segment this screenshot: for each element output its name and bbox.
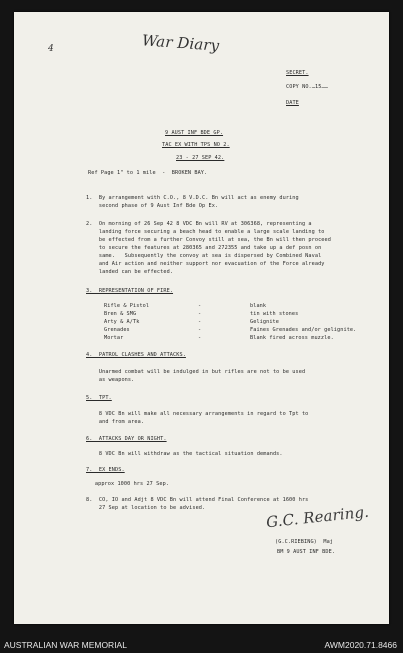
margin-mark: 4 xyxy=(48,44,54,54)
paragraph-line: 27 Sep at location to be advised. xyxy=(86,505,206,511)
paragraph-line: landing force securing a beach head to enable a large scale landing to xyxy=(86,229,325,235)
paragraph-line: and Air action and neither support nor evacuation of the Force already xyxy=(86,261,325,267)
fire-dash: - xyxy=(198,327,202,333)
copy-number: COPY NO.…15…… xyxy=(286,84,328,90)
archive-footer xyxy=(0,636,403,653)
paragraph-line: approx 1000 hrs 27 Sep. xyxy=(82,481,170,487)
paragraph-heading: 7. EX ENDS. xyxy=(86,467,125,473)
paragraph-line: landed can be effected. xyxy=(86,269,174,275)
fire-dash: - xyxy=(198,311,202,317)
paragraph-heading: 3. REPRESENTATION OF FIRE. xyxy=(86,288,174,294)
fire-dash: - xyxy=(198,335,202,341)
fire-dash: - xyxy=(198,319,202,325)
paragraph-line: 8 VDC Bn will withdraw as the tactical situation demands. xyxy=(86,451,283,457)
paragraph-line: be effected from a further Convoy still at sea, the Bn will then proceed xyxy=(86,237,331,243)
fire-representation: tin with stones xyxy=(250,311,299,317)
fire-representation: Faines Grenades and/or gelignite. xyxy=(250,327,357,333)
fire-representation: Blank fired across muzzle. xyxy=(250,335,334,341)
paragraph-line: and from area. xyxy=(86,419,145,425)
paragraph-line: Unarmed combat will be indulged in but rifles are not to be used xyxy=(86,369,306,375)
doc-title-dates: 23 - 27 SEP 42. xyxy=(176,155,225,161)
paragraph-line: 2. On morning of 26 Sep 42 8 VDC Bn will RV at 306368, representing a xyxy=(86,221,312,227)
fire-dash: - xyxy=(198,303,202,309)
fire-item: Mortar xyxy=(104,335,124,341)
paragraph-line: as weapons. xyxy=(86,377,135,383)
map-reference: Ref Page 1" to 1 mile - BROKEN BAY. xyxy=(88,170,208,176)
doc-title-unit: 9 AUST INF BDE GP. xyxy=(165,130,224,136)
fire-item: Arty & A/Tk xyxy=(104,319,140,325)
signature-scrawl: G.C. Rearing. xyxy=(265,502,370,532)
fire-item: Bren & SMG xyxy=(104,311,137,317)
archive-name: AUSTRALIAN WAR MEMORIAL xyxy=(4,640,127,650)
secret-label: SECRET. xyxy=(286,70,309,76)
fire-representation: blank xyxy=(250,303,267,309)
date-label: DATE xyxy=(286,100,299,106)
signatory-name: (G.C.RIEBING) Maj xyxy=(275,539,334,545)
paragraph-heading: 6. ATTACKS DAY OR NIGHT. xyxy=(86,436,167,442)
signatory-title: BM 9 AUST INF BDE. xyxy=(277,549,336,555)
handwritten-title: War Diary xyxy=(141,31,220,55)
doc-title-exercise: TAC EX WITH TPS NO 2. xyxy=(162,142,230,148)
fire-item: Grenades xyxy=(104,327,130,333)
fire-item: Rifle & Pistol xyxy=(104,303,150,309)
paragraph-line: 8 VDC Bn will make all necessary arrangements in regard to Tpt to xyxy=(86,411,309,417)
paragraph-line: same. Subsequently the convoy at sea is dispersed by Combined Naval xyxy=(86,253,322,259)
paragraph-heading: 4. PATROL CLASHES AND ATTACKS. xyxy=(86,352,186,358)
paragraph-line: 1. By arrangement with C.O., 8 V.D.C. Bn will act as enemy during xyxy=(86,195,299,201)
paragraph-line: to secure the features at 280365 and 272355 and take up a def posn on xyxy=(86,245,322,251)
paragraph-line: second phase of 9 Aust Inf Bde Op Ex. xyxy=(86,203,219,209)
archive-accession-number: AWM2020.71.8466 xyxy=(324,640,397,650)
paragraph-heading: 5. TPT. xyxy=(86,395,112,401)
paragraph-line: 8. CO, IO and Adjt 8 VDC Bn will attend Final Conference at 1600 hrs xyxy=(86,497,309,503)
fire-representation: Gelignite xyxy=(250,319,280,325)
document-page xyxy=(14,12,389,624)
